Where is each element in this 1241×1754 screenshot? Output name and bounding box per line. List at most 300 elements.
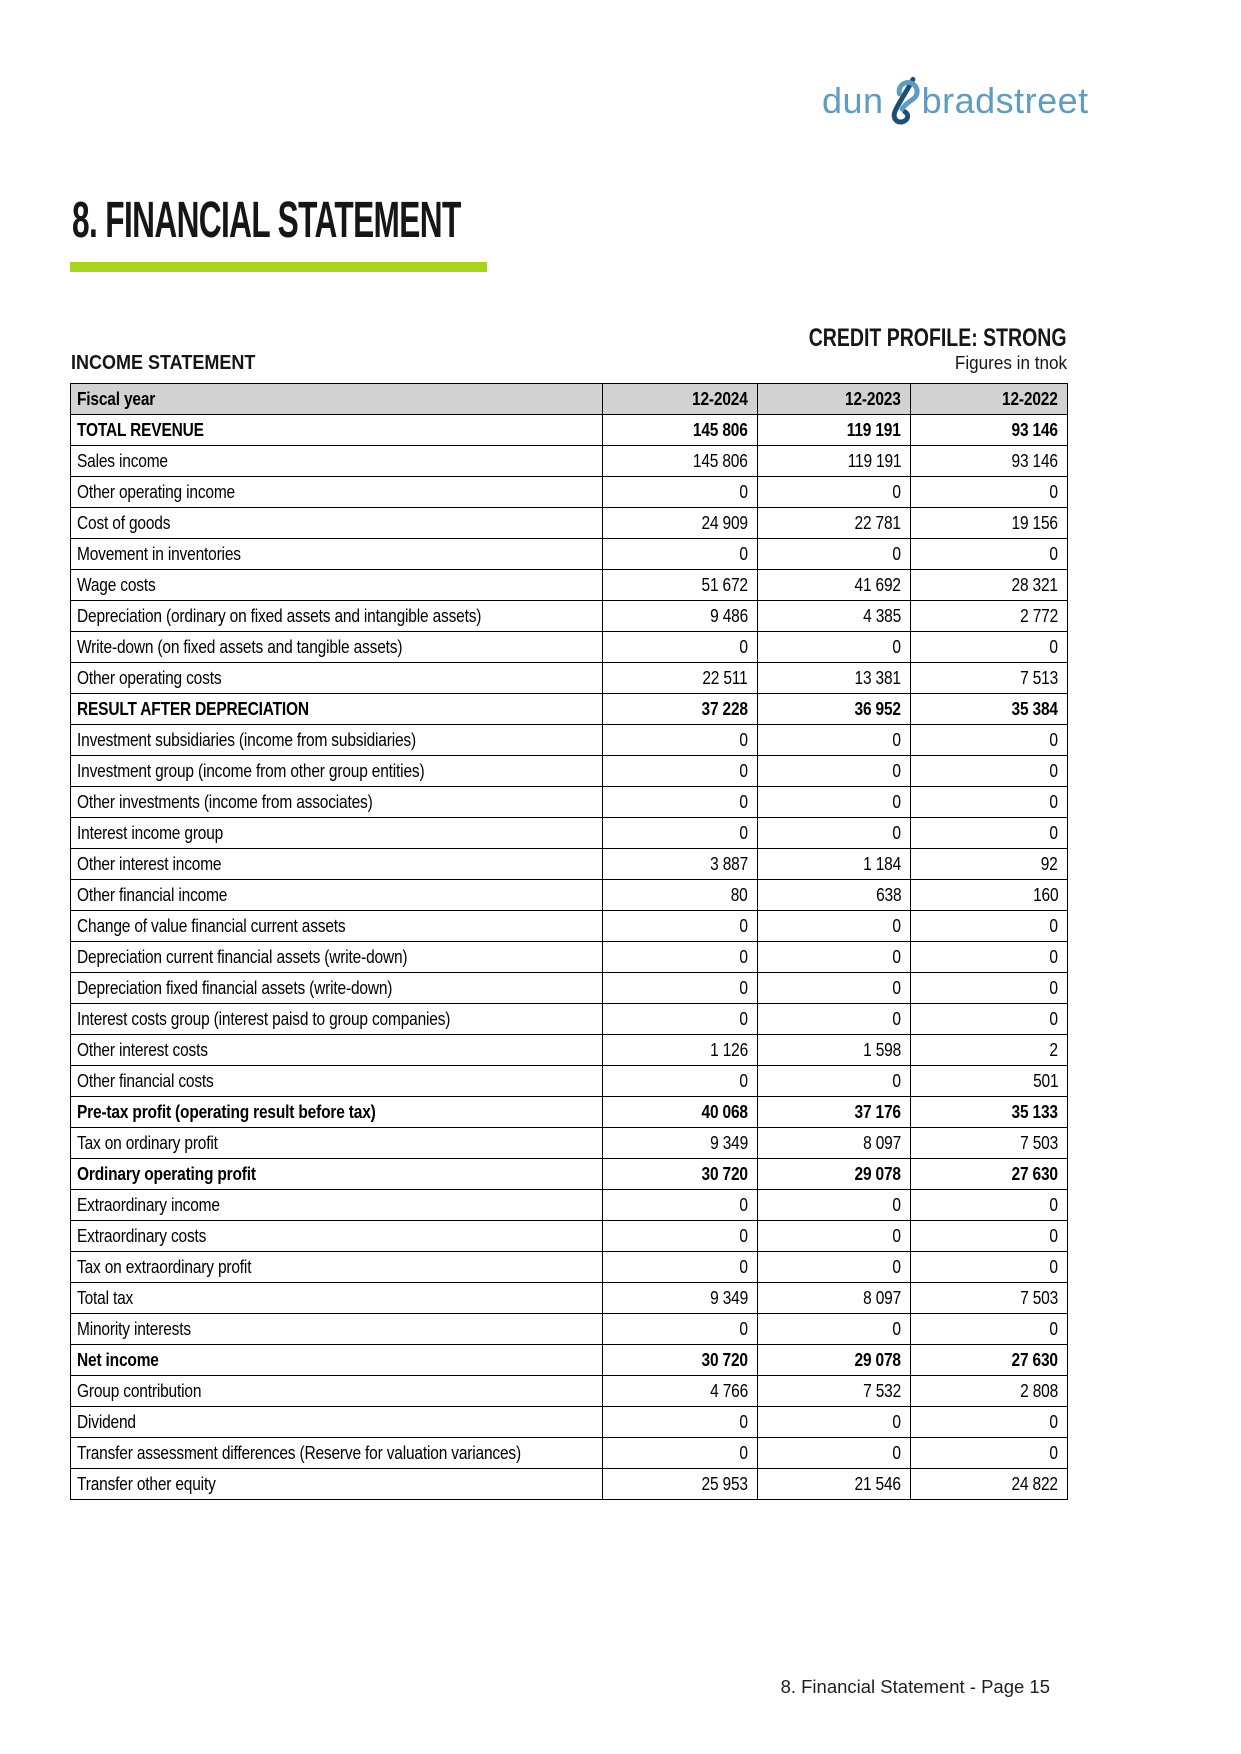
table-row [71,818,1068,849]
value-cell [911,1438,1068,1469]
cell-value: 0 [1049,1008,1058,1029]
table-row [71,1066,1068,1097]
value-cell [758,1128,911,1159]
cell-value: 145 806 [693,450,748,471]
row-label: Extraordinary costs [77,1225,207,1246]
row-label-cell [71,1252,603,1283]
value-cell [758,1283,911,1314]
cell-value: 0 [892,946,901,967]
value-cell [603,508,758,539]
value-cell [911,1252,1068,1283]
table-row [71,1376,1068,1407]
row-label-cell [71,1376,603,1407]
row-label-cell [71,911,603,942]
row-label-cell [71,570,603,601]
value-cell [603,1159,758,1190]
cell-value: 0 [739,915,748,936]
table-row [71,1469,1068,1500]
row-label: Minority interests [77,1318,191,1339]
cell-value: 0 [892,977,901,998]
value-cell [911,1376,1068,1407]
cell-value: 160 [1032,884,1058,905]
income-statement-table [70,383,1068,1500]
table-row [71,1407,1068,1438]
table-row [71,756,1068,787]
cell-value: 36 952 [854,698,901,719]
cell-value: 24 909 [701,512,748,533]
table-row [71,415,1068,446]
page-footer: 8. Financial Statement - Page 15 [780,1676,1050,1697]
cell-value: 7 532 [863,1380,901,1401]
cell-value: 0 [1049,760,1058,781]
cell-value: 41 692 [854,574,901,595]
cell-value: 37 228 [701,698,748,719]
value-cell [911,911,1068,942]
title-accent-bar [70,262,487,272]
value-cell [911,601,1068,632]
value-cell [758,1469,911,1500]
value-cell [911,508,1068,539]
value-cell [911,818,1068,849]
cell-value: 7 503 [1020,1287,1058,1308]
table-row [71,570,1068,601]
cell-value: 2 [1049,1039,1058,1060]
cell-value: 0 [1049,1256,1058,1277]
row-label-cell [71,880,603,911]
cell-value: 4 766 [710,1380,748,1401]
year-label: 12-2022 [1002,388,1058,409]
cell-value: 29 078 [854,1349,901,1370]
value-cell [758,539,911,570]
row-label-cell [71,1066,603,1097]
value-cell [911,632,1068,663]
cell-value: 0 [739,543,748,564]
value-cell [758,1221,911,1252]
table-row [71,1097,1068,1128]
table-row [71,1283,1068,1314]
value-cell [911,1345,1068,1376]
cell-value: 0 [739,822,748,843]
value-cell [911,1283,1068,1314]
cell-value: 0 [739,1008,748,1029]
value-cell [911,1066,1068,1097]
row-label-cell [71,601,603,632]
cell-value: 22 781 [854,512,901,533]
row-label-cell [71,632,603,663]
row-label: Cost of goods [77,512,171,533]
dun-and-bradstreet-logo [822,72,1089,129]
row-label: Tax on extraordinary profit [77,1256,252,1277]
cell-value: 0 [892,1225,901,1246]
cell-value: 80 [731,884,748,905]
cell-value: 501 [1032,1070,1058,1091]
row-label: Movement in inventories [77,543,241,564]
cell-value: 0 [739,481,748,502]
cell-value: 0 [739,977,748,998]
cell-value: 0 [739,1318,748,1339]
value-cell [603,601,758,632]
cell-value: 0 [739,1442,748,1463]
value-cell [911,1004,1068,1035]
value-cell [758,1066,911,1097]
value-cell [603,1066,758,1097]
cell-value: 8 097 [863,1287,901,1308]
cell-value: 0 [1049,481,1058,502]
row-label: Other financial income [77,884,228,905]
value-cell [758,1345,911,1376]
row-label: Total tax [77,1287,134,1308]
value-cell [911,1128,1068,1159]
row-label: Transfer assessment differences (Reserve for valuation variances) [77,1442,521,1463]
value-cell [603,1252,758,1283]
cell-value: 119 191 [847,450,901,471]
cell-value: 0 [1049,1318,1058,1339]
value-cell [758,1252,911,1283]
row-label: Other interest costs [77,1039,208,1060]
value-cell [603,849,758,880]
table-row [71,787,1068,818]
credit-profile-label: CREDIT PROFILE: STRONG [809,324,1067,352]
cell-value: 0 [892,1194,901,1215]
table-row [71,601,1068,632]
value-cell [603,942,758,973]
row-label-cell [71,756,603,787]
value-cell [603,787,758,818]
value-cell [603,570,758,601]
cell-value: 0 [892,729,901,750]
row-label: Dividend [77,1411,136,1432]
row-label-cell [71,477,603,508]
cell-value: 0 [1049,915,1058,936]
value-cell [758,849,911,880]
row-label: Net income [77,1349,159,1370]
value-cell [911,787,1068,818]
value-cell [603,1345,758,1376]
row-label: Write-down (on fixed assets and tangible assets) [77,636,403,657]
row-label: Other financial costs [77,1070,214,1091]
cell-value: 22 511 [702,667,748,688]
value-cell [758,477,911,508]
cell-value: 9 349 [710,1287,748,1308]
value-cell [758,1097,911,1128]
table-row [71,446,1068,477]
table-row [71,632,1068,663]
table-row [71,694,1068,725]
cell-value: 0 [1049,977,1058,998]
cell-value: 1 184 [863,853,901,874]
cell-value: 0 [892,760,901,781]
value-cell [758,508,911,539]
value-cell [603,880,758,911]
value-cell [603,1314,758,1345]
cell-value: 21 546 [854,1473,901,1494]
row-label-cell [71,942,603,973]
value-cell [603,725,758,756]
value-cell [758,1314,911,1345]
value-cell [911,1221,1068,1252]
value-cell [758,942,911,973]
row-label: Other operating income [77,481,235,502]
value-cell [911,477,1068,508]
row-label-cell [71,787,603,818]
row-label: Other interest income [77,853,222,874]
table-row [71,849,1068,880]
cell-value: 0 [892,1256,901,1277]
cell-value: 8 097 [863,1132,901,1153]
row-label: Wage costs [77,574,156,595]
row-label-cell [71,1469,603,1500]
row-label: Investment subsidiaries (income from subsidiaries) [77,729,416,750]
value-cell [911,1035,1068,1066]
cell-value: 119 191 [847,419,901,440]
cell-value: 0 [892,543,901,564]
value-cell [758,1159,911,1190]
cell-value: 19 156 [1011,512,1058,533]
value-cell [758,570,911,601]
cell-value: 0 [1049,729,1058,750]
cell-value: 92 [1041,853,1058,874]
table-row [71,663,1068,694]
cell-value: 0 [1049,1194,1058,1215]
row-label-cell [71,1438,603,1469]
table-row [71,1345,1068,1376]
value-cell [758,1004,911,1035]
cell-value: 0 [1049,1442,1058,1463]
row-label-cell [71,1097,603,1128]
table-row [71,725,1068,756]
value-cell [911,570,1068,601]
value-cell [911,1097,1068,1128]
value-cell [603,756,758,787]
row-label-cell [71,446,603,477]
row-label: Pre-tax profit (operating result before tax) [77,1101,376,1122]
cell-value: 40 068 [701,1101,748,1122]
value-cell [603,1035,758,1066]
cell-value: 2 772 [1020,605,1058,626]
row-label: Investment group (income from other group entities) [77,760,425,781]
value-cell [911,1159,1068,1190]
value-cell [758,756,911,787]
value-cell [758,601,911,632]
cell-value: 27 630 [1011,1349,1058,1370]
cell-value: 2 808 [1020,1380,1058,1401]
cell-value: 0 [892,636,901,657]
value-cell [603,1097,758,1128]
cell-value: 51 672 [701,574,748,595]
row-label-cell [71,694,603,725]
table-row [71,1190,1068,1221]
table-row [71,942,1068,973]
value-cell [603,818,758,849]
value-cell [758,446,911,477]
row-label-cell [71,415,603,446]
row-label-cell [71,1345,603,1376]
value-cell [603,1376,758,1407]
row-label: Sales income [77,450,168,471]
value-cell [758,1376,911,1407]
table-row [71,1035,1068,1066]
cell-value: 0 [892,1442,901,1463]
logo-word-bradstreet: bradstreet [921,79,1089,121]
cell-value: 7 503 [1020,1132,1058,1153]
value-cell [758,1035,911,1066]
row-label-cell [71,973,603,1004]
table-row [71,1128,1068,1159]
row-label: Group contribution [77,1380,202,1401]
cell-value: 3 887 [710,853,748,874]
value-cell [603,1221,758,1252]
row-label-cell [71,1283,603,1314]
value-cell [911,446,1068,477]
fiscal-year-header-cell [71,384,603,415]
cell-value: 0 [1049,946,1058,967]
value-cell [758,1438,911,1469]
cell-value: 0 [739,636,748,657]
income-statement-label: INCOME STATEMENT [71,352,256,374]
table-row [71,880,1068,911]
row-label-cell [71,725,603,756]
cell-value: 0 [892,822,901,843]
value-cell [911,973,1068,1004]
cell-value: 0 [1049,791,1058,812]
value-cell [911,694,1068,725]
year-label: 12-2023 [845,388,901,409]
cell-value: 24 822 [1011,1473,1058,1494]
year-column-header-2024 [603,384,758,415]
table-row [71,911,1068,942]
row-label-cell [71,1190,603,1221]
cell-value: 0 [892,915,901,936]
row-label-cell [71,1035,603,1066]
row-label: Interest income group [77,822,224,843]
value-cell [911,1314,1068,1345]
row-label: Change of value financial current assets [77,915,346,936]
row-label-cell [71,818,603,849]
cell-value: 0 [1049,822,1058,843]
value-cell [911,1469,1068,1500]
cell-value: 1 126 [710,1039,748,1060]
value-cell [603,694,758,725]
value-cell [603,1438,758,1469]
cell-value: 638 [875,884,901,905]
value-cell [603,632,758,663]
table-row [71,1221,1068,1252]
value-cell [603,1407,758,1438]
row-label-cell [71,1314,603,1345]
table-row [71,539,1068,570]
cell-value: 0 [739,1256,748,1277]
cell-value: 29 078 [854,1163,901,1184]
value-cell [603,1128,758,1159]
value-cell [758,663,911,694]
value-cell [758,787,911,818]
cell-value: 4 385 [863,605,901,626]
year-column-header-2023 [758,384,911,415]
value-cell [603,663,758,694]
table-row [71,1252,1068,1283]
row-label: Other operating costs [77,667,222,688]
value-cell [603,973,758,1004]
row-label: TOTAL REVENUE [77,419,204,440]
cell-value: 0 [739,946,748,967]
row-label: Other investments (income from associates) [77,791,373,812]
value-cell [603,1004,758,1035]
value-cell [603,911,758,942]
cell-value: 0 [739,1411,748,1432]
value-cell [758,1190,911,1221]
value-cell [911,725,1068,756]
cell-value: 13 381 [854,667,901,688]
cell-value: 0 [892,791,901,812]
row-label: Depreciation fixed financial assets (write-down) [77,977,393,998]
value-cell [911,880,1068,911]
row-label-cell [71,539,603,570]
value-cell [758,415,911,446]
value-cell [911,1407,1068,1438]
value-cell [758,911,911,942]
cell-value: 28 321 [1011,574,1058,595]
row-label: Extraordinary income [77,1194,220,1215]
cell-value: 0 [739,1194,748,1215]
table-row [71,1159,1068,1190]
value-cell [603,1190,758,1221]
value-cell [603,446,758,477]
value-cell [603,539,758,570]
logo-word-dun: dun [822,79,884,121]
value-cell [603,477,758,508]
year-label: 12-2024 [692,388,748,409]
row-label: RESULT AFTER DEPRECIATION [77,698,309,719]
row-label: Depreciation (ordinary on fixed assets and intangible assets) [77,605,482,626]
value-cell [758,1407,911,1438]
value-cell [911,1190,1068,1221]
value-cell [911,756,1068,787]
value-cell [911,849,1068,880]
row-label-cell [71,508,603,539]
cell-value: 0 [739,729,748,750]
cell-value: 35 384 [1011,698,1058,719]
cell-value: 1 598 [863,1039,901,1060]
row-label: Transfer other equity [77,1473,216,1494]
cell-value: 93 146 [1011,450,1058,471]
cell-value: 25 953 [701,1473,748,1494]
value-cell [758,694,911,725]
cell-value: 0 [739,760,748,781]
cell-value: 9 349 [710,1132,748,1153]
cell-value: 0 [1049,1411,1058,1432]
table-header-row [71,384,1068,415]
value-cell [603,1283,758,1314]
cell-value: 0 [892,1411,901,1432]
cell-value: 93 146 [1011,419,1058,440]
cell-value: 0 [1049,1225,1058,1246]
value-cell [911,663,1068,694]
cell-value: 30 720 [701,1163,748,1184]
cell-value: 0 [1049,543,1058,564]
cell-value: 0 [892,1008,901,1029]
cell-value: 0 [892,1070,901,1091]
table-row [71,508,1068,539]
value-cell [911,539,1068,570]
row-label-cell [71,1407,603,1438]
row-label-cell [71,1221,603,1252]
row-label: Ordinary operating profit [77,1163,256,1184]
cell-value: 30 720 [701,1349,748,1370]
value-cell [603,1469,758,1500]
figures-unit-note: Figures in tnok [954,353,1067,373]
cell-value: 0 [739,1070,748,1091]
row-label-cell [71,849,603,880]
